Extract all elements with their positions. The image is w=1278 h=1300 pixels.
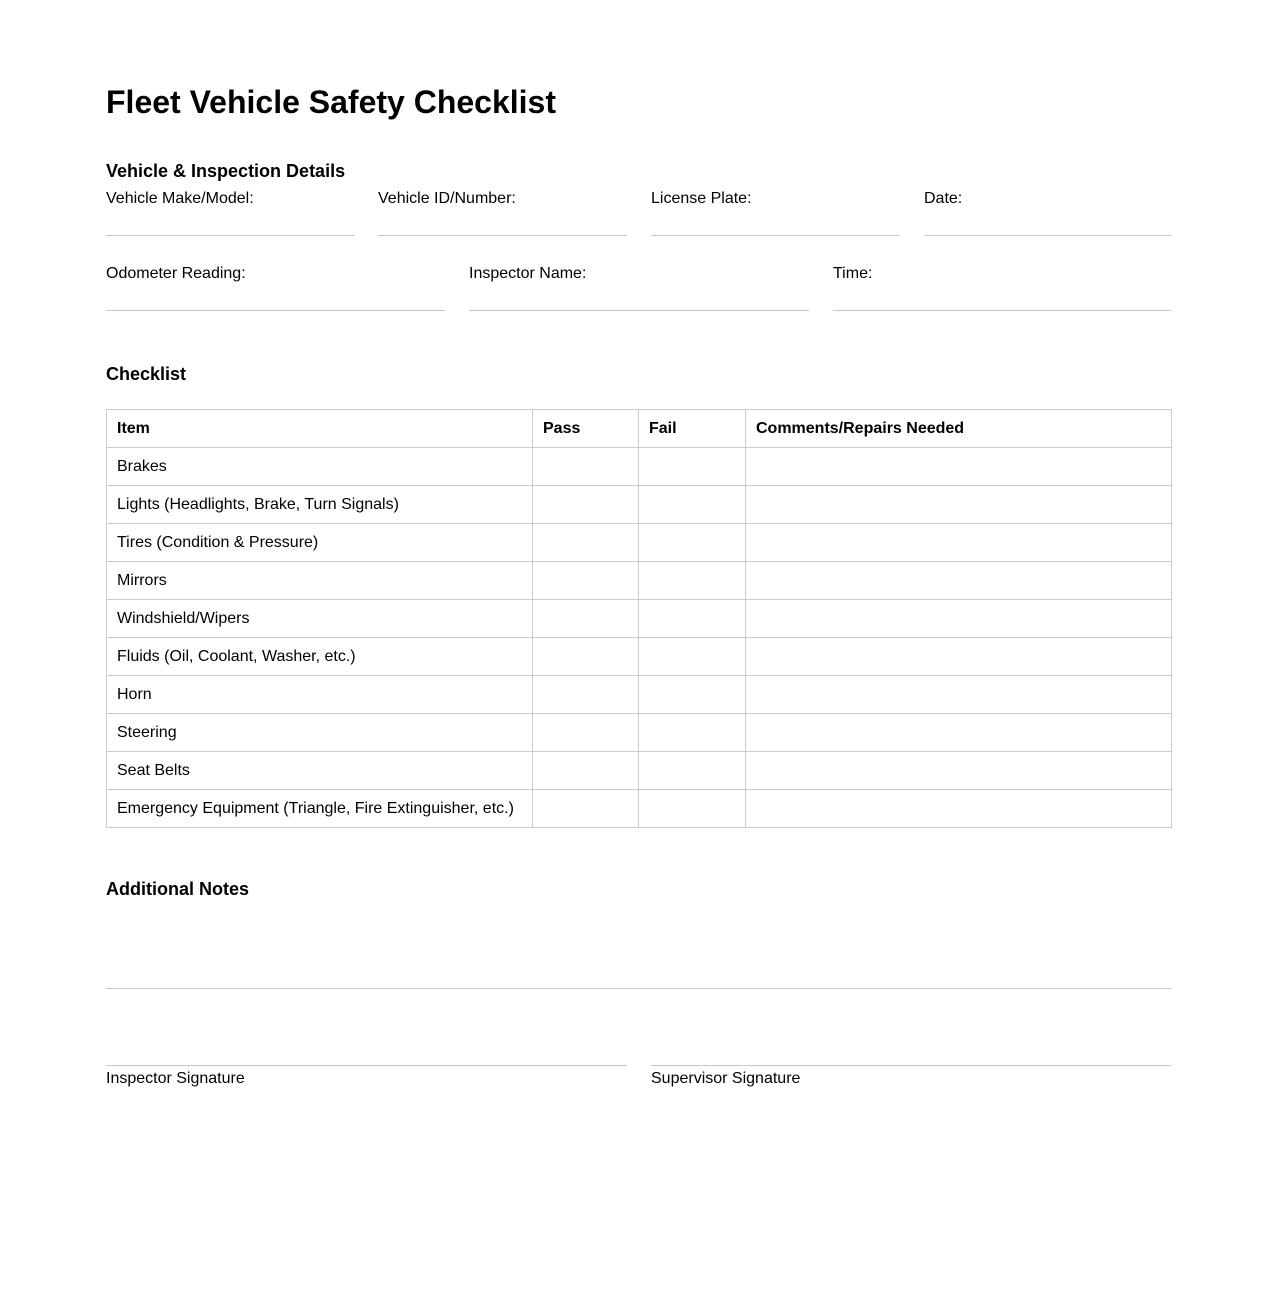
table-row bbox=[107, 524, 1172, 562]
pass-cell[interactable] bbox=[533, 486, 639, 524]
item-cell: Seat Belts bbox=[107, 752, 533, 790]
details-heading: Vehicle & Inspection Details bbox=[106, 161, 346, 181]
table-row bbox=[107, 676, 1172, 714]
col-pass: Pass bbox=[533, 410, 639, 448]
item-cell: Horn bbox=[107, 676, 533, 714]
pass-cell[interactable] bbox=[533, 524, 639, 562]
pass-cell[interactable] bbox=[533, 676, 639, 714]
pass-cell[interactable] bbox=[533, 790, 639, 828]
comments-cell[interactable] bbox=[746, 714, 1172, 752]
fail-cell[interactable] bbox=[639, 486, 746, 524]
item-cell: Emergency Equipment (Triangle, Fire Extinguisher, etc.) bbox=[107, 790, 533, 828]
comments-cell[interactable] bbox=[746, 448, 1172, 486]
comments-cell[interactable] bbox=[746, 638, 1172, 676]
item-cell: Tires (Condition & Pressure) bbox=[107, 524, 533, 562]
fail-cell[interactable] bbox=[639, 562, 746, 600]
fail-cell[interactable] bbox=[639, 600, 746, 638]
item-cell: Lights (Headlights, Brake, Turn Signals) bbox=[107, 486, 533, 524]
item-cell: Windshield/Wipers bbox=[107, 600, 533, 638]
checklist-table bbox=[106, 409, 1172, 828]
comments-cell[interactable] bbox=[746, 790, 1172, 828]
inspector-signature[interactable]: Inspector Signature bbox=[106, 1065, 627, 1088]
pass-cell[interactable] bbox=[533, 714, 639, 752]
fail-cell[interactable] bbox=[639, 524, 746, 562]
field-label: Date: bbox=[924, 190, 963, 207]
inspector-name-field[interactable] bbox=[469, 265, 809, 283]
table-row bbox=[107, 638, 1172, 676]
fail-cell[interactable] bbox=[639, 676, 746, 714]
fail-cell[interactable] bbox=[639, 790, 746, 828]
page-title: Fleet Vehicle Safety Checklist bbox=[106, 84, 556, 120]
time-field[interactable] bbox=[833, 265, 1172, 283]
field-label: License Plate: bbox=[651, 190, 752, 207]
comments-cell[interactable] bbox=[746, 486, 1172, 524]
vehicle-make-model-field[interactable] bbox=[106, 190, 354, 208]
pass-cell[interactable] bbox=[533, 752, 639, 790]
table-row bbox=[107, 448, 1172, 486]
fail-cell[interactable] bbox=[639, 448, 746, 486]
notes-input-line[interactable] bbox=[106, 988, 1172, 989]
comments-cell[interactable] bbox=[746, 524, 1172, 562]
supervisor-signature[interactable]: Supervisor Signature bbox=[651, 1065, 1172, 1088]
col-item: Item bbox=[107, 410, 533, 448]
field-label: Vehicle Make/Model: bbox=[106, 190, 254, 207]
table-row bbox=[107, 752, 1172, 790]
field-label: Inspector Name: bbox=[469, 265, 587, 282]
comments-cell[interactable] bbox=[746, 752, 1172, 790]
fail-cell[interactable] bbox=[639, 714, 746, 752]
notes-heading: Additional Notes bbox=[106, 879, 249, 899]
field-label: Odometer Reading: bbox=[106, 265, 246, 282]
checklist-heading: Checklist bbox=[106, 364, 187, 384]
item-cell: Steering bbox=[107, 714, 533, 752]
col-fail: Fail bbox=[639, 410, 746, 448]
table-row bbox=[107, 562, 1172, 600]
comments-cell[interactable] bbox=[746, 676, 1172, 714]
license-plate-field[interactable] bbox=[651, 190, 900, 208]
fail-cell[interactable] bbox=[639, 638, 746, 676]
table-row bbox=[107, 790, 1172, 828]
table-row bbox=[107, 714, 1172, 752]
item-cell: Fluids (Oil, Coolant, Washer, etc.) bbox=[107, 638, 533, 676]
date-field[interactable] bbox=[924, 190, 1172, 208]
item-cell: Mirrors bbox=[107, 562, 533, 600]
fail-cell[interactable] bbox=[639, 752, 746, 790]
odometer-field[interactable] bbox=[106, 265, 445, 283]
field-label: Vehicle ID/Number: bbox=[378, 190, 516, 207]
table-header-row bbox=[107, 410, 1172, 448]
field-label: Time: bbox=[833, 265, 873, 282]
col-comments: Comments/Repairs Needed bbox=[746, 410, 1172, 448]
vehicle-id-field[interactable] bbox=[378, 190, 627, 208]
pass-cell[interactable] bbox=[533, 638, 639, 676]
pass-cell[interactable] bbox=[533, 448, 639, 486]
comments-cell[interactable] bbox=[746, 562, 1172, 600]
pass-cell[interactable] bbox=[533, 600, 639, 638]
comments-cell[interactable] bbox=[746, 600, 1172, 638]
item-cell: Brakes bbox=[107, 448, 533, 486]
pass-cell[interactable] bbox=[533, 562, 639, 600]
table-row bbox=[107, 486, 1172, 524]
table-row bbox=[107, 600, 1172, 638]
